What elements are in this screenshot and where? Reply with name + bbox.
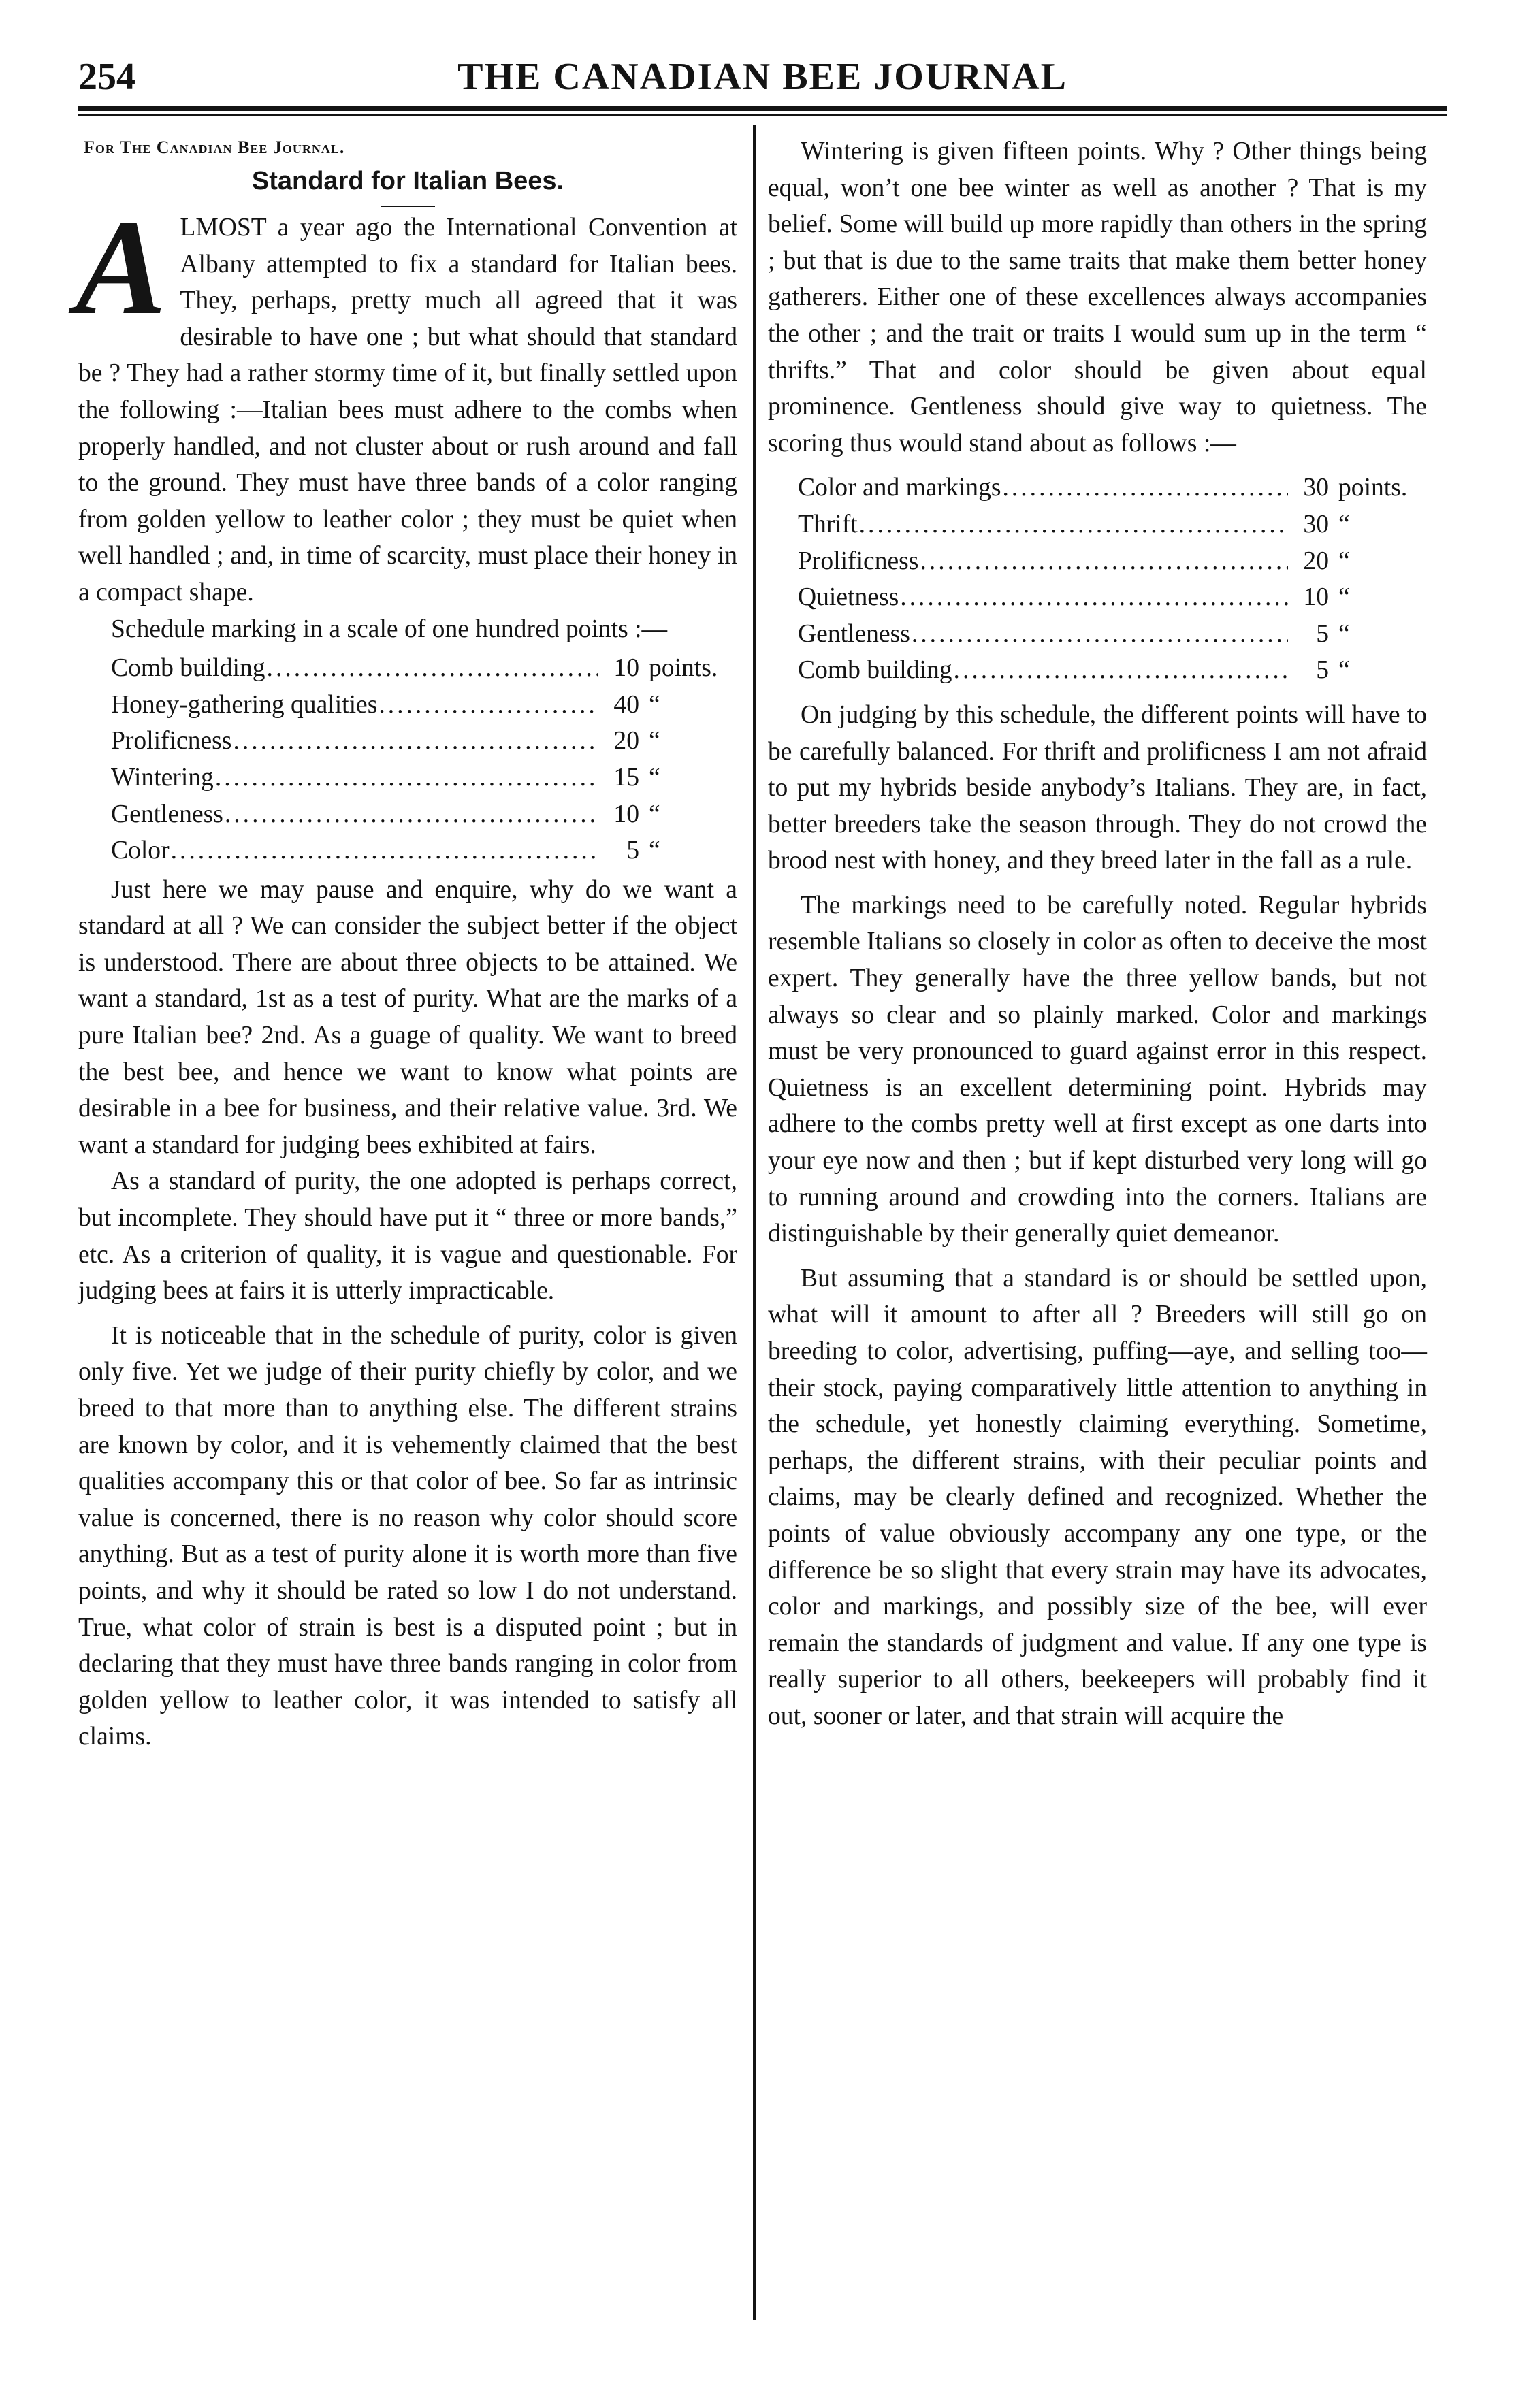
- paragraph: As a standard of purity, the one adopted is perhaps correct, but incomplete. They should have put it “ three or more bands,” etc. As a criterion of quality, it is vague and questionable. For judging bees at fairs it is utterly impracticable.: [78, 1167, 737, 1305]
- source-line: For The Canadian Bee Journal.: [84, 137, 345, 157]
- schedule-item-name: Color: [111, 836, 170, 865]
- leader-dots: [1003, 470, 1289, 506]
- leader-dots: [859, 506, 1288, 543]
- schedule-item-value: 30: [1303, 474, 1329, 502]
- schedule-table: [111, 650, 737, 869]
- schedule-item-name: Prolificness: [111, 727, 232, 755]
- paragraph: Schedule marking in a scale of one hundred points :—: [111, 615, 668, 643]
- schedule-item-unit: “: [1338, 619, 1350, 648]
- schedule-row: [111, 723, 737, 760]
- leader-dots: [267, 650, 598, 687]
- schedule-item-value: 15: [613, 763, 639, 792]
- schedule-row: [111, 760, 737, 796]
- left-column: [78, 133, 737, 1755]
- schedule-item-value: 5: [1316, 619, 1329, 648]
- schedule-item-value: 10: [613, 654, 639, 683]
- schedule-item-unit: “: [1338, 583, 1350, 612]
- schedule-row: [798, 543, 1427, 580]
- schedule-item-name: Comb building: [798, 656, 952, 685]
- leader-dots: [379, 687, 598, 723]
- schedule-item-unit: points.: [1338, 474, 1408, 502]
- title-rule: [381, 206, 435, 207]
- header-rule-thick: [78, 106, 1447, 111]
- schedule-row: [111, 832, 737, 869]
- schedule-row: [798, 506, 1427, 543]
- journal-title: THE CANADIAN BEE JOURNAL: [457, 56, 1067, 98]
- schedule-row: [798, 652, 1427, 689]
- column-divider: [753, 125, 756, 2320]
- schedule-row: [111, 687, 737, 723]
- leader-dots: [171, 832, 598, 869]
- leader-dots: [215, 760, 598, 796]
- leader-dots: [225, 796, 598, 833]
- paragraph: Wintering is given fifteen points. Why ? Other things being equal, won’t one bee winter as well as another ? That is my belief. Some will build up more rapidly than others in the spring ; but that is due to the same traits that make them better honey gatherers. Either one of these excellences always accompanies the other ; and the trait or traits I would sum up in the term “ thrifts.” That and color should be given about equal prominence. Gentleness should give way to quietness. The scoring thus would stand about as follows :—: [768, 137, 1427, 457]
- schedule-item-value: 10: [1303, 583, 1329, 612]
- schedule-item-name: Gentleness: [111, 800, 223, 828]
- leader-dots: [954, 652, 1288, 689]
- right-column: [768, 133, 1427, 1735]
- schedule-row: [798, 616, 1427, 653]
- page-header: [78, 46, 1447, 108]
- article-title: Standard for Italian Bees.: [251, 167, 564, 195]
- schedule-item-unit: “: [649, 800, 660, 828]
- schedule-row: [798, 579, 1427, 616]
- leader-dots: [900, 579, 1288, 616]
- schedule-item-unit: points.: [649, 654, 718, 683]
- leader-dots: [920, 543, 1288, 580]
- schedule-item-name: Honey-gathering qualities: [111, 690, 378, 719]
- schedule-item-unit: “: [1338, 510, 1350, 538]
- paragraph: Just here we may pause and enquire, why do we want a standard at all ? We can consider the subject better if the object is understood. There are about three objects to be attained. We want a standard, 1st as a test of purity. What are the marks of a pure Italian bee? 2nd. As a guage of quality. We want to breed the best bee, and hence we want to know what points are desirable in a bee for business, and their relative value. 3rd. We want a standard for judging bees exhibited at fairs.: [78, 875, 737, 1159]
- schedule-item-value: 30: [1303, 510, 1329, 538]
- schedule-item-value: 5: [1316, 656, 1329, 685]
- header-rule-thin: [78, 114, 1447, 116]
- schedule-item-unit: “: [649, 727, 660, 755]
- leader-dots: [233, 723, 598, 760]
- schedule-item-value: 5: [626, 836, 639, 865]
- schedule-item-value: 20: [1303, 547, 1329, 575]
- schedule-row: [798, 470, 1427, 506]
- paragraph: On judging by this schedule, the different points will have to be carefully balanced. For thrift and prolificness I am not afraid to put my hybrids beside anybody’s Italians. They are, in fact, better breeders take the season through. They do not crowd the brood nest with honey, and they breed later in the fall as a rule.: [768, 700, 1427, 875]
- paragraph: It is noticeable that in the schedule of purity, color is given only five. Yet we judge of their purity chiefly by color, and we breed to that more than to anything else. The different strains are known by color, and it is vehemently claimed that the best qualities accompany this or that color of bee. So far as intrinsic value is concerned, there is no reason why color should score anything. But as a test of purity alone it is worth more than five points, and why it should be rated so low I do not understand. True, what color of strain is best is a disputed point ; but in declaring that they must have three bands ranging in color from golden yellow to leather color, it was intended to satisfy all claims.: [78, 1321, 737, 1751]
- schedule-item-unit: “: [649, 836, 660, 865]
- schedule-item-value: 20: [613, 727, 639, 755]
- schedule-item-name: Color and markings: [798, 474, 1001, 502]
- schedule-item-unit: “: [649, 690, 660, 719]
- schedule-item-unit: “: [649, 763, 660, 792]
- schedule-item-value: 40: [613, 690, 639, 719]
- schedule-item-unit: “: [1338, 656, 1350, 685]
- leader-dots: [912, 616, 1288, 653]
- page-number: 254: [78, 56, 135, 98]
- schedule-item-name: Prolificness: [798, 547, 919, 575]
- paragraph: [76, 193, 737, 611]
- schedule-item-name: Quietness: [798, 583, 899, 612]
- schedule-item-name: Gentleness: [798, 619, 910, 648]
- paragraph: But assuming that a standard is or should be settled upon, what will it amount to after all ? Breeders will still go on breeding to color, advertising, puffing—aye, and selling too—their stock, paying comparatively little attention to anything in the schedule, yet honestly claiming everything. Sometime, perhaps, the different strains, with their peculiar points and claims, may be clearly defined and recognized. Whether the points of value obviously accompany any one type, or the difference be so slight that every strain may have its advocates, color and markings, and possibly size of the bee, will ever remain the standards of judgment and value. If any one type is really superior to all others, beekeepers will probably find it out, sooner or later, and that strain will acquire the: [768, 1264, 1427, 1730]
- schedule-item-name: Comb building: [111, 654, 265, 683]
- schedule-item-name: Wintering: [111, 763, 214, 792]
- schedule-row: [111, 650, 737, 687]
- schedule-item-value: 10: [613, 800, 639, 828]
- schedule-row: [111, 796, 737, 833]
- paragraph: The markings need to be carefully noted. Regular hybrids resemble Italians so closely in color as often to deceive the most expert. They generally have the three yellow bands, but not always so clear and so plainly marked. Color and markings must be very pronounced to guard against error in this respect. Quietness is an excellent determining point. Hybrids may adhere to the combs pretty well at first except as one darts into your eye now and then ; but if kept disturbed very long will go to running around and crowding into the corners. Italians are distinguishable by their generally quiet demeanor.: [768, 891, 1427, 1248]
- schedule-item-unit: “: [1338, 547, 1350, 575]
- schedule-item-name: Thrift: [798, 510, 858, 538]
- paragraph-text: LMOST a year ago the International Convention at Albany attempted to fix a standard for Italian bees. They, perhaps, pretty much all agreed that it was desirable to have one ; but what should that standard be ? They had a rather stormy time of it, but finally settled upon the following :—Italian bees must adhere to the combs when properly handled, and not cluster about or rush around and fall to the ground. They must have three bands of a color ranging from golden yellow to leather color ; they must be quiet when well handled ; and, in time of scarcity, must place their honey in a compact shape.: [78, 214, 737, 606]
- drop-cap: A: [76, 193, 167, 343]
- schedule-table: [798, 470, 1427, 689]
